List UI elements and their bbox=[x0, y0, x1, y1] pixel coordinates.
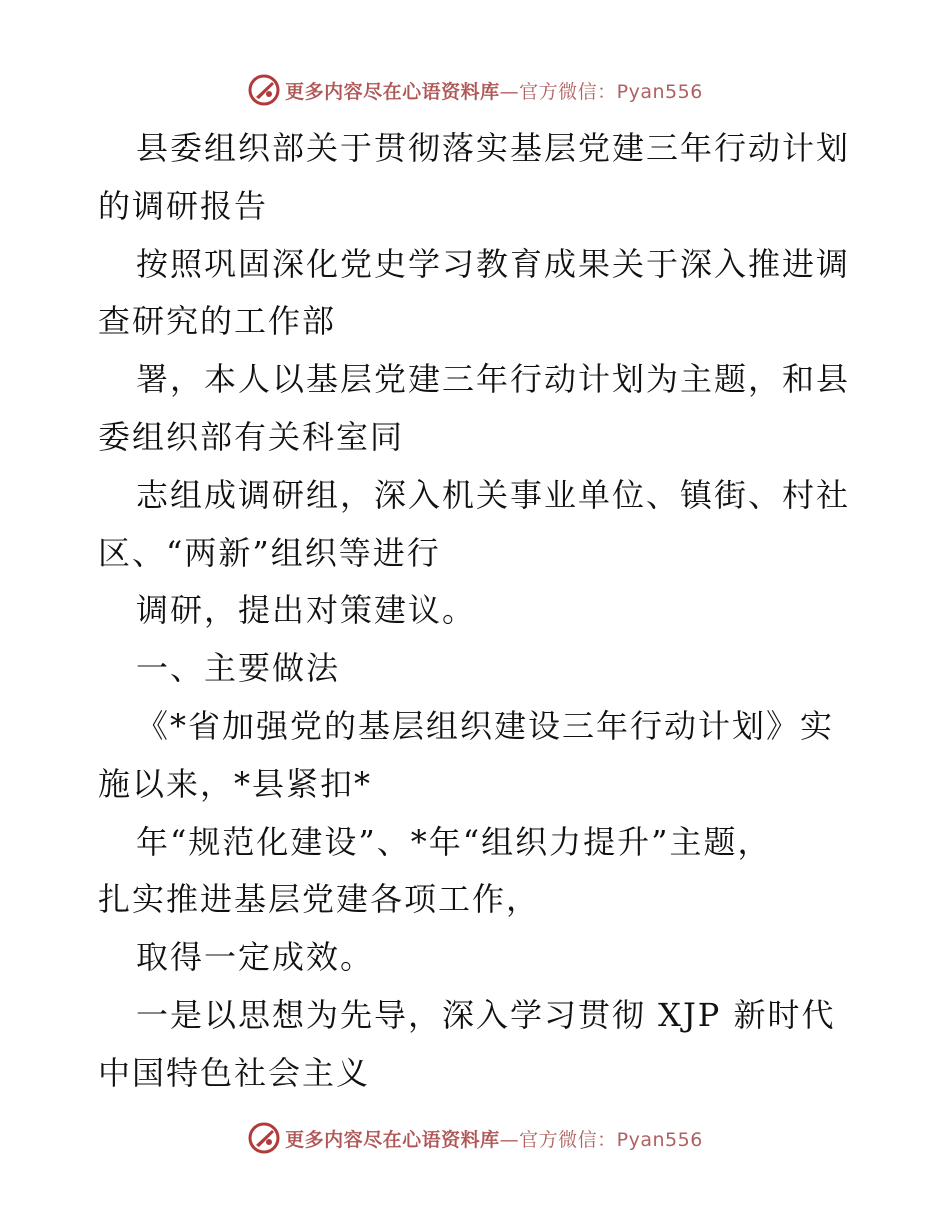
text-line: 施以来，*县紧扣* bbox=[98, 764, 373, 803]
watermark-text: 更多内容尽在心语资料库—官方微信：Pyan556 bbox=[285, 80, 703, 103]
text-line: 署，本人以基层党建三年行动计划为主题，和县 bbox=[136, 360, 851, 399]
text-line: 取得一定成效。 bbox=[136, 938, 375, 977]
watermark-footer bbox=[0, 1118, 950, 1158]
text-line: 县委组织部关于贯彻落实基层党建三年行动计划 bbox=[136, 129, 851, 167]
text-line: 扎实推进基层党建各项工作， bbox=[98, 880, 541, 919]
text-line: 的调研报告 bbox=[98, 186, 269, 225]
text-line: 志组成调研组，深入机关事业单位、镇街、村社 bbox=[136, 475, 851, 514]
watermark-logo-icon bbox=[247, 73, 281, 107]
text-line: 调研，提出对策建议。 bbox=[136, 591, 477, 630]
text-line: 年“规范化建设”、*年“组织力提升”主题， bbox=[136, 822, 772, 861]
text-line: 《*省加强党的基层组织建设三年行动计划》实 bbox=[136, 706, 835, 745]
watermark-header bbox=[0, 70, 950, 110]
text-line: 一是以思想为先导，深入学习贯彻 XJP 新时代 bbox=[136, 995, 836, 1034]
text-line: 按照巩固深化党史学习教育成果关于深入推进调 bbox=[136, 244, 851, 283]
text-line: 中国特色社会主义 bbox=[98, 1053, 371, 1092]
text-line: 一、主要做法 bbox=[136, 649, 341, 688]
watermark-logo-icon bbox=[247, 1121, 281, 1155]
watermark-text: 更多内容尽在心语资料库—官方微信：Pyan556 bbox=[285, 1128, 703, 1151]
document-body bbox=[98, 120, 858, 1103]
text-line: 委组织部有关科室同 bbox=[98, 417, 405, 456]
text-line: 区、“两新”组织等进行 bbox=[98, 533, 441, 572]
text-line: 查研究的工作部 bbox=[98, 302, 337, 341]
